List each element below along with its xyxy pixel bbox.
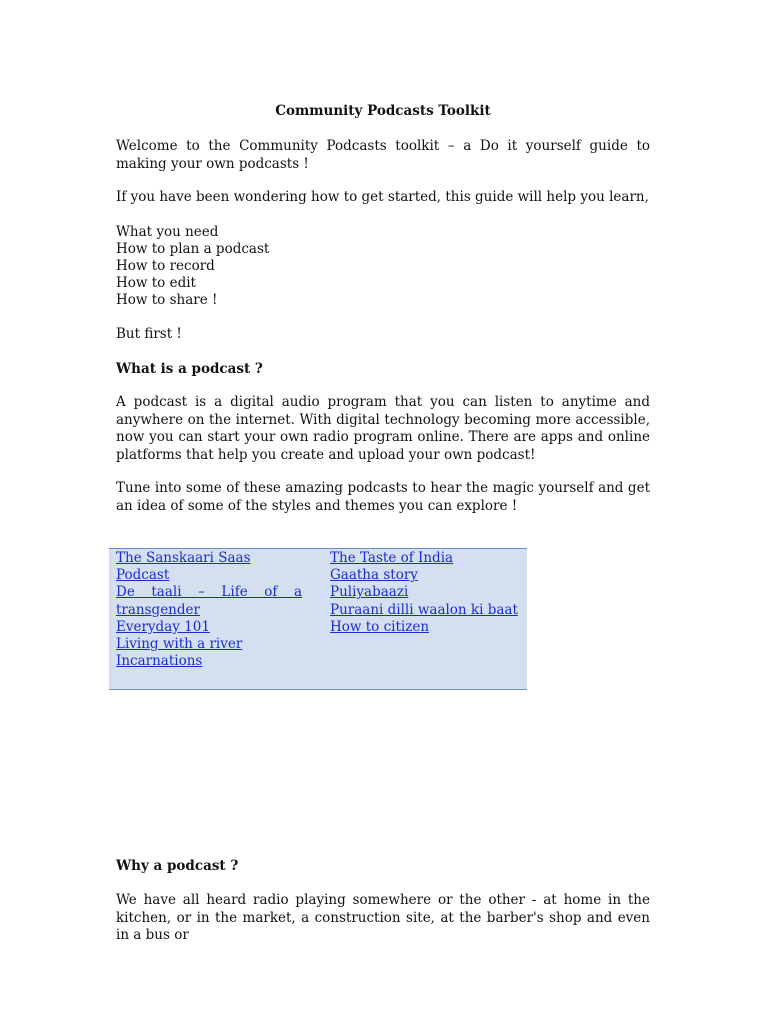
podcast-link[interactable]: The Sanskaari Saas Podcast (116, 550, 251, 584)
list-item: How to plan a podcast (116, 241, 270, 257)
podcast-link[interactable]: How to citizen (330, 618, 430, 635)
podcast-link[interactable]: Everyday 101 (116, 618, 210, 635)
podcast-column-left (116, 549, 302, 670)
list-item: What you need (116, 224, 219, 240)
podcast-link[interactable]: Living with a river (116, 636, 243, 653)
podcast-link[interactable]: The Taste of India (330, 550, 454, 566)
but-first-text: But first ! (116, 326, 182, 342)
tune-in-paragraph: Tune into some of these amazing podcasts to hear the magic yourself and get an idea of some of the styles and themes you can explore ! (116, 480, 650, 514)
learn-list (116, 224, 650, 309)
podcast-link[interactable]: Gaatha story (330, 567, 418, 584)
podcast-table (109, 548, 527, 690)
intro-paragraph: Welcome to the Community Podcasts toolkit – a Do it yourself guide to making your own podcasts ! (116, 138, 650, 172)
list-item: How to edit (116, 275, 196, 291)
what-is-podcast-heading: What is a podcast ? (116, 361, 263, 377)
podcast-column-right (330, 549, 520, 636)
podcast-link[interactable]: Incarnations (116, 653, 203, 670)
why-podcast-heading: Why a podcast ? (116, 858, 239, 874)
what-is-podcast-paragraph: A podcast is a digital audio program that you can listen to anytime and anywhere on the internet. With digital technology becoming more accessible, now you can start your own radio program online. There are apps and online platforms that help you create and upload your own podcast! (116, 394, 650, 463)
list-item: How to record (116, 258, 215, 274)
podcast-link[interactable]: Puraani dilli waalon ki baat (330, 601, 518, 618)
getting-started-paragraph: If you have been wondering how to get started, this guide will help you learn, (116, 189, 649, 205)
podcast-link[interactable]: De taali – Life of a transgender (116, 584, 302, 618)
why-podcast-paragraph: We have all heard radio playing somewhere or the other - at home in the kitchen, or in the market, a construction site, at the barber's shop and even in a bus or (116, 892, 650, 943)
podcast-link[interactable]: Puliyabaazi (330, 584, 409, 601)
document-title: Community Podcasts Toolkit (275, 103, 491, 119)
list-item: How to share ! (116, 292, 218, 308)
